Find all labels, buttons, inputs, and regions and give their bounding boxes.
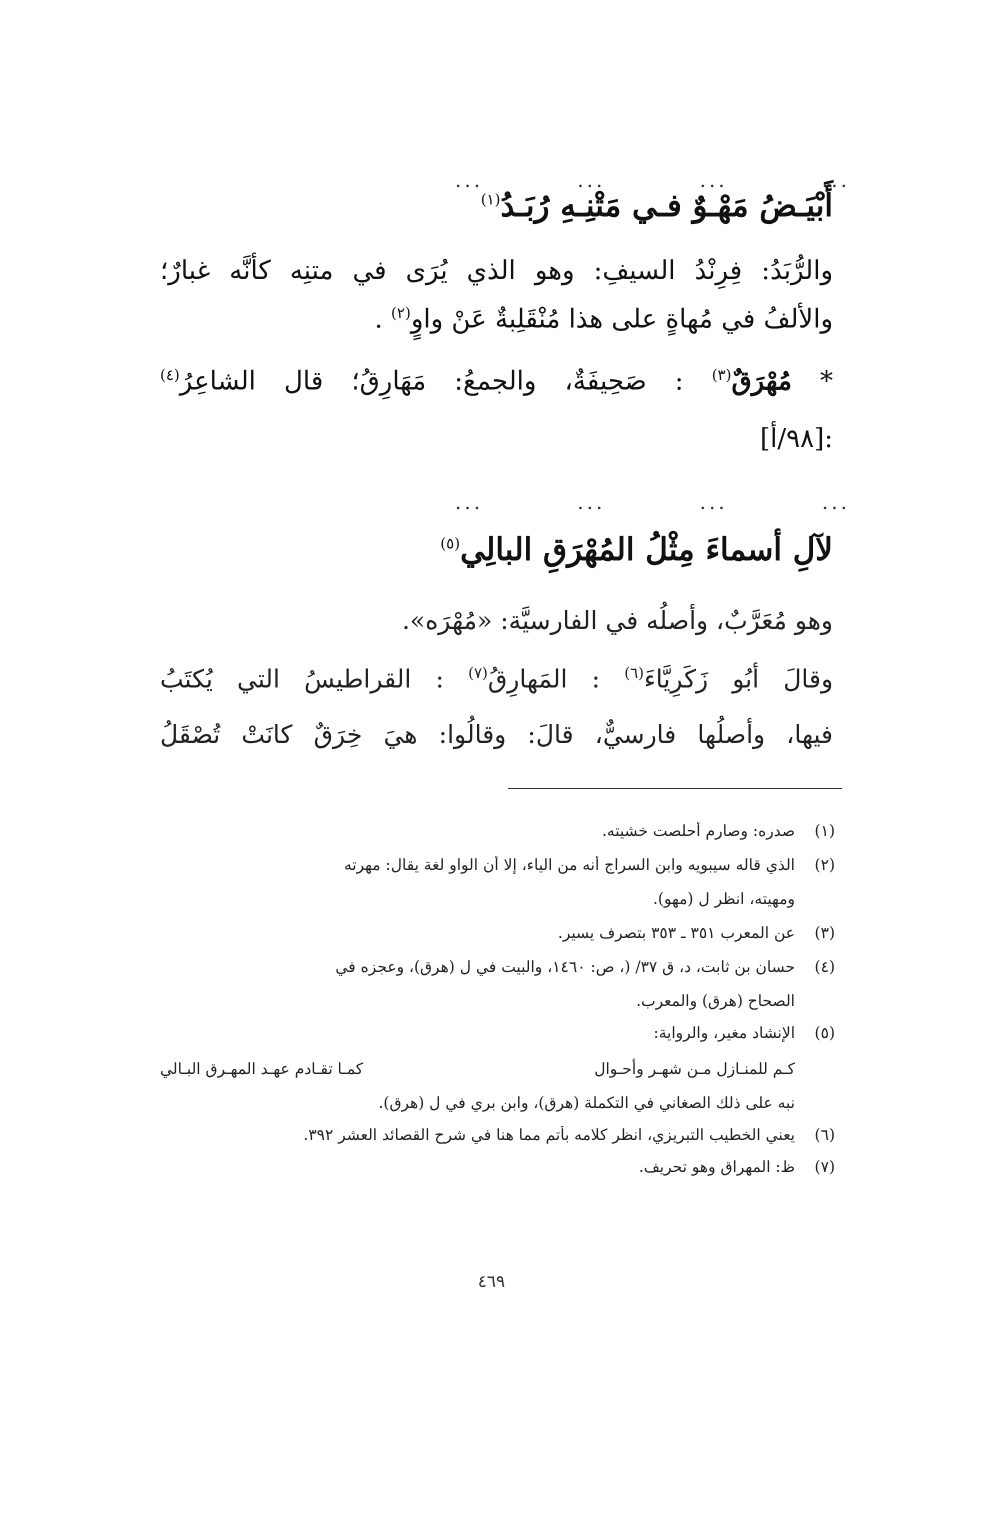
footnote-2 xyxy=(160,856,835,874)
footnote-5 xyxy=(160,1024,835,1042)
footnote-number: (١) xyxy=(814,822,835,840)
ellipsis: ... xyxy=(699,168,728,192)
footnote-separator xyxy=(508,788,842,789)
footnote-4 xyxy=(160,958,835,976)
footnote-2-continued: ومهيته، انظر ل (مهو). xyxy=(652,890,795,908)
body-line xyxy=(375,304,834,335)
footnote-7 xyxy=(160,1158,835,1176)
body-text: وقالَ أبُو زَكَرِيَّاءَ xyxy=(644,664,834,694)
footnote-text: الذي قاله سيبويه وابن السراج أنه من الياء، إلا أن الواو لغة يقال: مهرته xyxy=(343,856,795,874)
body-line xyxy=(160,664,833,693)
footnote-number: (٢) xyxy=(814,856,835,874)
footnote-1 xyxy=(160,822,835,840)
entry-definition: : صَحِيفَةٌ، والجمعُ: مَهَارِقُ؛ قال الشاعِرُ xyxy=(179,366,684,397)
footnote-ref: (٤) xyxy=(160,366,180,384)
footnote-ref: (٥) xyxy=(440,534,461,553)
footnote-ref: (٣) xyxy=(711,366,732,384)
footnote-number: (٤) xyxy=(814,958,835,976)
footnote-ref: (٦) xyxy=(624,664,644,682)
body-line: فيها، وأصلُها فارسيٌّ، قالَ: وقالُوا: هيَ خِرَقٌ كانَتْ تُصْقَلُ xyxy=(160,720,833,749)
body-line: وهو مُعَرَّبٌ، وأصلُه في الفارسيَّة: «مُهْرَه». xyxy=(401,606,833,635)
footnote-text: صدره: وصارم أحلصت خشيته. xyxy=(601,822,795,840)
hemistich-1: كـم للمنـازل مـن شهـر وأحـوال xyxy=(594,1060,795,1078)
entry-headword: مُهْرَقٌ xyxy=(731,366,792,397)
footnote-number: (٣) xyxy=(814,924,835,942)
verse-line-1 xyxy=(481,188,833,224)
ellipsis: ... xyxy=(455,168,484,192)
verse-text: أَبْيَـضُ مَهْـوٌ فـي مَتْنِـهِ رُبَـدُ xyxy=(500,188,833,224)
manuscript-ref: :[٩٨/أ] xyxy=(760,424,833,454)
footnote-number: (٦) xyxy=(814,1126,835,1144)
body-text: : المَهارِقُ xyxy=(487,664,601,694)
footnote-ref: (١) xyxy=(480,190,501,209)
footnote-number: (٥) xyxy=(814,1024,835,1042)
footnote-6 xyxy=(160,1126,835,1144)
footnote-text: ظ: المهراق وهو تحريف. xyxy=(638,1158,795,1176)
ellipsis: ... xyxy=(821,490,850,514)
footnote-ref: (٧) xyxy=(468,664,488,682)
verse-text: لآلِ أسماءَ مِثْلُ المُهْرَقِ البالِي xyxy=(460,532,833,568)
footnote-5-note: نبه على ذلك الصغاني في التكملة (هرق)، وابن بري في ل (هرق). xyxy=(378,1094,795,1112)
hemistich-2: كمـا تقـادم عهـد المهـرق البـالي xyxy=(160,1060,364,1078)
footnote-3 xyxy=(160,924,835,942)
ellipsis: ... xyxy=(699,490,728,514)
ellipsis: ... xyxy=(577,168,606,192)
page-number: ٤٦٩ xyxy=(477,1272,506,1292)
body-text: والألفُ في مُهاةٍ على هذا مُنْقَلِبةٌ عَنْ واوٍ xyxy=(410,304,833,335)
ellipsis-row-middle xyxy=(455,490,850,514)
dictionary-entry xyxy=(160,366,833,397)
ellipsis: ... xyxy=(821,168,850,192)
footnote-text: عن المعرب ٣٥١ ـ ٣٥٣ بتصرف يسير. xyxy=(557,924,795,942)
footnote-ref: (٢) xyxy=(391,304,411,322)
body-line: والرُّبَدُ: فِرِنْدُ السيفِ: وهو الذي يُرَى في متنِه كأنَّه غبارٌ؛ xyxy=(160,256,833,286)
verse-line-2 xyxy=(440,532,833,568)
sentence-end: . xyxy=(374,304,383,335)
footnote-5-poem xyxy=(160,1060,795,1078)
footnote-number: (٧) xyxy=(814,1158,835,1176)
footnote-4-continued: الصحاح (هرق) والمعرب. xyxy=(636,992,795,1010)
ellipsis: ... xyxy=(455,490,484,514)
footnote-text: الإنشاد مغير، والرواية: xyxy=(653,1024,795,1042)
ellipsis: ... xyxy=(577,490,606,514)
entry-star: * xyxy=(820,366,834,397)
footnote-text: يعني الخطيب التبريزي، انظر كلامه بأتم مما هنا في شرح القصائد العشر ٣٩٢. xyxy=(303,1126,795,1144)
footnote-text: حسان بن ثابت، د، ق ٣٧/ (، ص: ١٤٦٠، والبيت في ل (هرق)، وعجزه في xyxy=(335,958,795,976)
body-text: : القراطيسُ التي يُكتَبُ xyxy=(160,664,444,694)
